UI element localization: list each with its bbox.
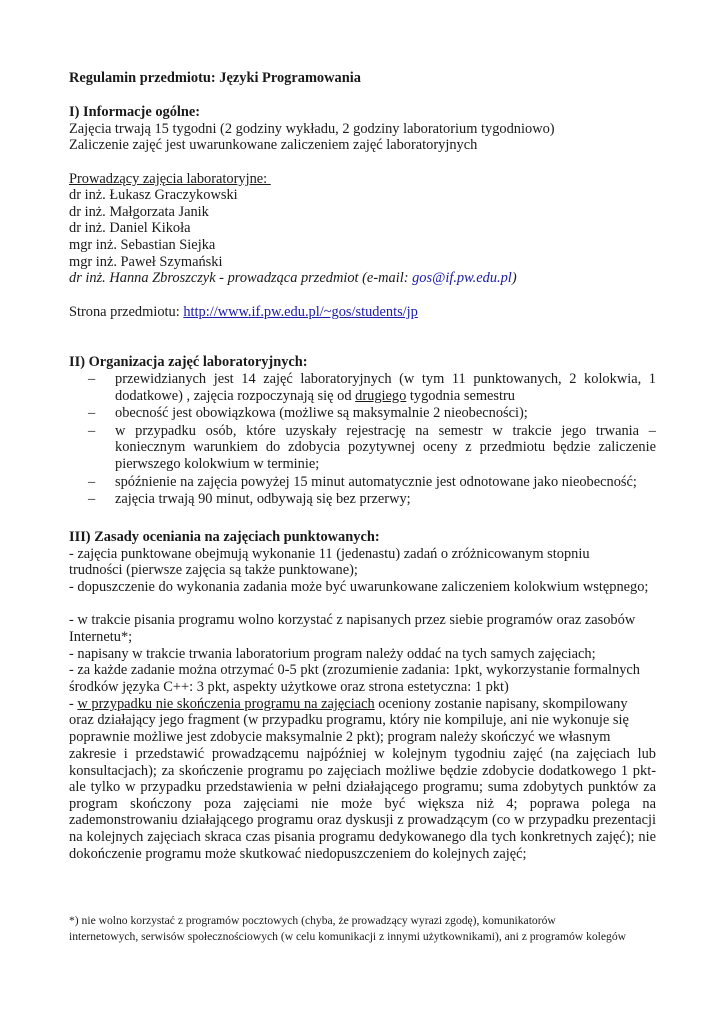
section-1-heading: I) Informacje ogólne: — [69, 104, 201, 120]
instructor-item: mgr inż. Paweł Szymański — [69, 254, 223, 270]
instructor-item: mgr inż. Sebastian Siejka — [69, 237, 216, 253]
section-2-heading: II) Organizacja zajęć laboratoryjnych: — [69, 354, 308, 370]
lab-rule-text: obecność jest obowiązkowa (możliwe są maksymalnie 2 nieobecności); — [115, 405, 528, 422]
instructor-item: dr inż. Małgorzata Janik — [69, 204, 209, 220]
grading-rule: - zajęcia punktowane obejmują wykonanie 11 (jedenastu) zadań o zróżnicowanym stopniu — [69, 546, 590, 562]
grading-rule-underlined: w przypadku nie skończenia programu na zajęciach — [77, 696, 375, 712]
lead-instructor-text: dr inż. Hanna Zbroszczyk - prowadząca przedmiot (e-mail: — [69, 270, 413, 286]
grading-rule-dash: - — [69, 696, 78, 712]
lab-rule-text: tygodnia semestru — [406, 387, 516, 404]
grading-rule: oraz działający jego fragment (w przypadku programu, który nie kompiluje, ani nie wykonuje się — [69, 712, 629, 728]
dash-marker: – — [88, 422, 96, 439]
lead-instructor-suffix: ) — [511, 270, 517, 286]
grading-rule: - napisany w trakcie trwania laboratorium program należy oddać na tych samych zajęciach; — [69, 646, 596, 662]
footnote: internetowych, serwisów społecznościowych (w celu komunikacji z innymi użytkownikami), ani z programów kolegów — [69, 930, 627, 943]
lab-rule-item — [88, 405, 656, 422]
grading-rule: - w trakcie pisania programu wolno korzystać z napisanych przez siebie programów oraz zasobów — [69, 612, 636, 628]
dash-marker: – — [88, 491, 96, 508]
instructor-item: dr inż. Łukasz Graczykowski — [69, 187, 238, 203]
lab-rule-text: spóźnienie na zajęcia powyżej 15 minut automatycznie jest odnotowane jako nieobecność; — [115, 473, 637, 490]
lab-rule-text: w przypadku osób, które uzyskały rejestrację na semestr w trakcie jego trwania – koniecznym warunkiem do zdobycia pozytywnej oceny z przedmiotu będzie zaliczenie pierwszego kolokwium w terminie; — [115, 422, 656, 472]
dash-marker: – — [88, 371, 96, 387]
lab-rule-text: zajęcia trwają 90 minut, odbywają się bez przerwy; — [115, 491, 411, 508]
instructor-item: dr inż. Daniel Kikoła — [69, 220, 191, 236]
course-website — [69, 304, 656, 321]
course-website-label: Strona przedmiotu: — [69, 304, 184, 320]
lead-email-link[interactable]: gos@if.pw.edu.pl — [412, 270, 512, 286]
lab-rule-item — [88, 491, 656, 508]
dash-marker: – — [88, 473, 96, 490]
grading-rule: trudności (pierwsze zajęcia są także punktowane); — [69, 562, 358, 578]
grading-rule — [69, 696, 656, 713]
grading-rule: - dopuszczenie do wykonania zadania może być uwarunkowane zaliczeniem kolokwium wstępnego; — [69, 579, 649, 595]
lab-rules-list — [88, 371, 656, 508]
lead-instructor — [69, 270, 656, 287]
lab-rule-text: przewidzianych jest 14 zajęć laboratoryjnych (w tym 11 punktowanych, 2 kolokwia, 1 dodatkowe) , zajęcia rozpoczynają się od — [115, 371, 656, 404]
dash-marker: – — [88, 405, 96, 422]
grading-rule: środków języka C++: 3 pkt, aspekty użytkowe oraz strona estetyczna: 1 pkt) — [69, 679, 509, 695]
grading-rule: Internetu*; — [69, 629, 133, 645]
section-3-heading: III) Zasady oceniania na zajęciach punktowanych: — [69, 529, 380, 545]
grading-rule: zakresie i przedstawić prowadzącemu najpóźniej w kolejnym tygodniu zajęć (na zajęciach lub konsultacjach); za skończenie programu po zajęciach możliwe będzie zdobycie dodatkowego 1 pkt- ale tylko w przypadku przedstawienia w pełni działającego programu; suma zdobytych punktów za program skończony poza zajęciami nie może być większa niż 4; poprawa polega na zademonstrowaniu działającego programu oraz dyskusji z prowadzącym (co w przypadku prezentacji na kolejnych zajęciach skraca czas pisania programu dedykowanego dla tych konkretnych zajęć); nie dokończenie programu może skutkować niedopuszczeniem do kolejnych zajęć; — [69, 746, 656, 862]
info-line-credit: Zaliczenie zajęć jest uwarunkowane zaliczeniem zajęć laboratoryjnych — [69, 137, 478, 153]
instructors-heading: Prowadzący zajęcia laboratoryjne: — [69, 171, 271, 187]
footnote: *) nie wolno korzystać z programów pocztowych (chyba, że prowadzący wyrazi zgodę), komunikatorów — [69, 914, 556, 927]
grading-rule: poprawnie możliwe jest zdobycie maksymalnie 2 pkt); program należy skończyć we własnym — [69, 729, 611, 745]
lab-rule-item — [88, 371, 656, 404]
lab-rule-item — [88, 474, 656, 491]
grading-rule-text: oceniony zostanie napisany, skompilowany — [374, 696, 628, 712]
document-title: Regulamin przedmiotu: Języki Programowania — [69, 70, 361, 86]
course-website-link[interactable]: http://www.if.pw.edu.pl/~gos/students/jp — [183, 304, 418, 320]
info-line-duration: Zajęcia trwają 15 tygodni (2 godziny wykładu, 2 godziny laboratorium tygodniowo) — [69, 121, 555, 137]
lab-rule-item — [88, 423, 656, 473]
lab-rule-underlined: drugiego — [355, 387, 407, 404]
grading-rule: - za każde zadanie można otrzymać 0-5 pkt (zrozumienie zadania: 1pkt, wykorzystanie formalnych — [69, 662, 640, 678]
